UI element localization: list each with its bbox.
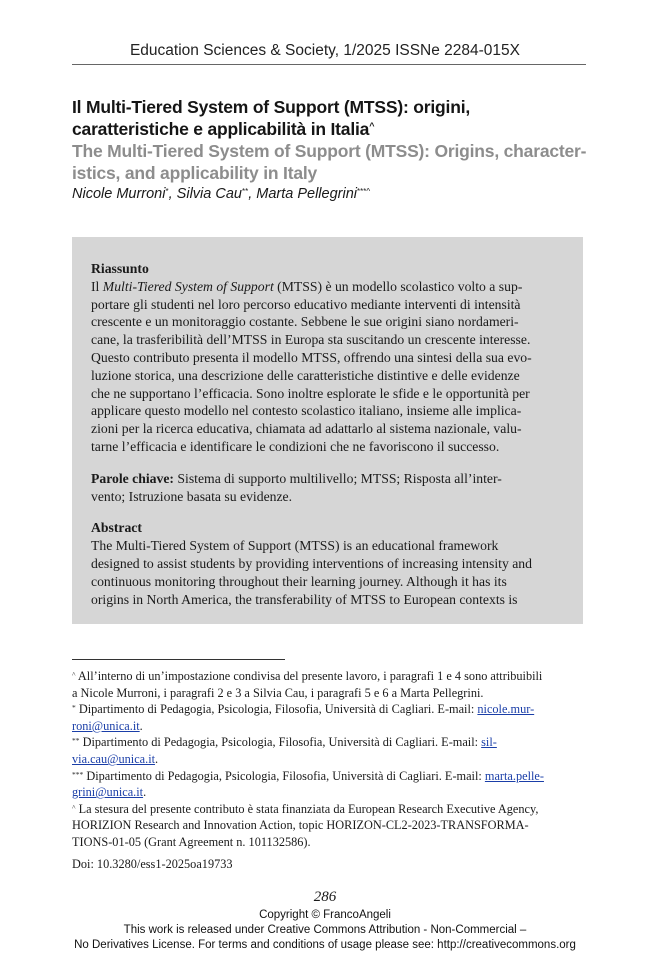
riassunto-line: zioni per la ricerca educativa, chiamata ad adattarlo al sistema nazionale, valu- bbox=[91, 421, 522, 437]
footnote-text: Dipartimento di Pedagogia, Psicologia, Filosofia, Università di Cagliari. E-mail: bbox=[75, 702, 478, 717]
copyright-line-2: This work is released under Creative Commons Attribution - Non-Commercial – bbox=[123, 924, 527, 936]
footnote-end: . bbox=[143, 785, 147, 800]
abstract-line: continuous monitoring throughout their learning journey. Although it has its bbox=[91, 573, 507, 589]
footnote-text: Dipartimento di Pedagogia, Psicologia, Filosofia, Università di Cagliari. E-mail: bbox=[83, 768, 485, 783]
footnote-text: a Nicole Murroni, i paragrafi 2 e 3 a Silvia Cau, i paragrafi 5 e 6 a Marta Pellegrini. bbox=[72, 685, 484, 700]
email-link-cau[interactable]: sil- via.cau@unica.it bbox=[72, 735, 497, 766]
abstract-line: origins in North America, the transferability of MTSS to European contexts is bbox=[91, 591, 518, 607]
footnote-text: La stesura del presente contributo è stata finanziata da European Research Executive Agency, bbox=[75, 801, 539, 816]
riassunto-line: Il Multi-Tiered System of Support (MTSS) è un modello scolastico volto a sup- bbox=[91, 278, 523, 294]
keywords-line-2: vento; Istruzione basata su evidenze. bbox=[91, 488, 293, 504]
footnote-mark: *** bbox=[72, 769, 84, 779]
footnotes bbox=[72, 668, 584, 851]
copyright-notice bbox=[0, 908, 650, 953]
footnote-end: . bbox=[155, 751, 159, 766]
footnote-affiliation-cau bbox=[72, 734, 584, 767]
footnote-end: . bbox=[139, 718, 143, 733]
riassunto-line: applicare questo modello nel contesto scolastico italiano, insieme alle implica- bbox=[91, 403, 522, 419]
footnote-funding bbox=[72, 801, 584, 851]
author-mark: * bbox=[165, 187, 169, 196]
footnote-rule bbox=[72, 659, 285, 660]
abstract-box bbox=[72, 237, 583, 624]
authors: Nicole Murroni*, Silvia Cau**, Marta Pellegrini***^ bbox=[72, 186, 371, 202]
author-name: Silvia Cau bbox=[176, 186, 242, 202]
keywords-line-1: Sistema di supporto multilivello; MTSS; Risposta all’inter- bbox=[174, 470, 502, 486]
copyright-line-1: Copyright © FrancoAngeli bbox=[259, 909, 391, 921]
footnote-text: Dipartimento di Pedagogia, Psicologia, Filosofia, Università di Cagliari. E-mail: bbox=[79, 735, 482, 750]
title-english-line-1: The Multi-Tiered System of Support (MTSS): Origins, character- bbox=[72, 141, 587, 161]
italic-term: Multi-Tiered System of Support bbox=[102, 278, 274, 294]
riassunto-line: crescente e un monitoraggio costante. Sebbene le sue origini siano nordameri- bbox=[91, 314, 519, 330]
riassunto-line: che ne supportano l’efficacia. Sono inoltre esplorate le sfide e le opportunità per bbox=[91, 385, 530, 401]
footnote-affiliation-pellegrini bbox=[72, 768, 584, 801]
author-mark: ** bbox=[241, 187, 249, 196]
footnote-mark: ^ bbox=[72, 802, 76, 812]
email-link-pellegrini[interactable]: marta.pelle- grini@unica.it bbox=[72, 768, 544, 800]
abstract-line: designed to assist students by providing interventions of increasing intensity and bbox=[91, 555, 532, 571]
title-block bbox=[72, 96, 588, 204]
title-note-mark: ^ bbox=[369, 121, 375, 131]
riassunto-line: cane, la trasferibilità dell’MTSS in Europa sta suscitando un crescente interesse. bbox=[91, 332, 531, 348]
footnote-authorship bbox=[72, 668, 584, 701]
author-mark: ***^ bbox=[357, 187, 371, 196]
riassunto-line: Questo contributo presenta il modello MTSS, offrendo una sintesi della sua evo- bbox=[91, 349, 532, 365]
riassunto-body bbox=[91, 278, 563, 456]
riassunto-line: portare gli studenti nel loro percorso educativo mediante interventi di intensità bbox=[91, 296, 521, 312]
footnote-affiliation-murroni bbox=[72, 701, 584, 734]
footnote-text: All’interno di un’impostazione condivisa del presente lavoro, i paragrafi 1 e 4 sono attribuibili bbox=[75, 669, 543, 683]
footnote-mark: * bbox=[72, 703, 76, 713]
abstract-heading: Abstract bbox=[91, 520, 142, 536]
author-name: Nicole Murroni bbox=[72, 186, 166, 202]
email-link-murroni[interactable]: nicole.mur- roni@unica.it bbox=[72, 702, 535, 733]
footnote-text: HORIZION Research and Innovation Action, topic HORIZON-CL2-2023-TRANSFORMA- bbox=[72, 818, 529, 833]
keywords-label: Parole chiave: bbox=[91, 470, 174, 486]
doi: Doi: 10.3280/ess1-2025oa19733 bbox=[72, 857, 233, 871]
abstract-content bbox=[91, 260, 563, 608]
footnote-mark: ** bbox=[72, 736, 80, 746]
header-rule bbox=[72, 64, 586, 65]
footnote-mark: ^ bbox=[72, 670, 76, 679]
abstract-line: The Multi-Tiered System of Support (MTSS) is an educational framework bbox=[91, 538, 499, 554]
running-header: Education Sciences & Society, 1/2025 ISSNe 2284-015X bbox=[129, 42, 521, 59]
title-english-line-2: istics, and applicability in Italy bbox=[72, 163, 318, 183]
riassunto-line: tarne l’efficacia e identificare le condizioni che ne favoriscono il successo. bbox=[91, 438, 500, 454]
author-name: Marta Pellegrini bbox=[256, 186, 357, 202]
title-italian: Il Multi-Tiered System of Support (MTSS): origini, caratteristiche e applicabilità in Italia^ bbox=[72, 97, 471, 139]
keywords bbox=[91, 470, 563, 506]
footnote-text: TIONS-01-05 (Grant Agreement n. 101132586). bbox=[72, 834, 311, 849]
riassunto-heading: Riassunto bbox=[91, 261, 149, 276]
riassunto-line: luzione storica, una descrizione delle caratteristiche distintive e delle evidenze bbox=[91, 367, 520, 383]
page-number: 286 bbox=[313, 889, 337, 905]
copyright-line-3: No Derivatives License. For terms and conditions of usage please see: http://creativecommons.org bbox=[74, 939, 576, 951]
